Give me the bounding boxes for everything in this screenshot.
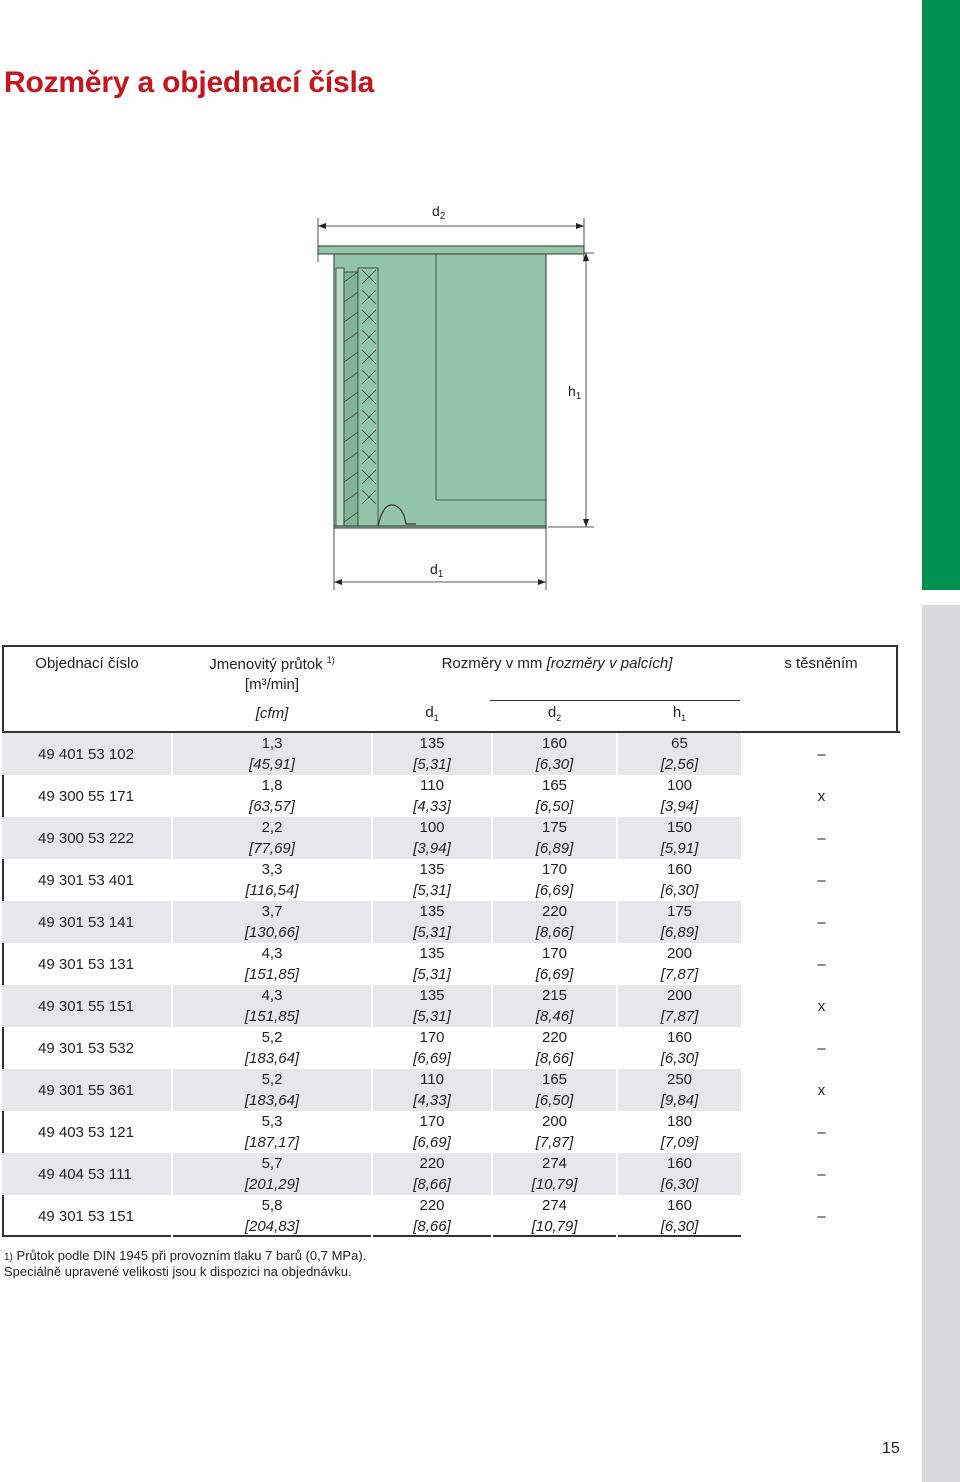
h1-cell: 160 [6,30] bbox=[617, 859, 742, 901]
table-row bbox=[2, 985, 900, 1027]
d2-cell: 220 [8,66] bbox=[492, 901, 617, 943]
order-number-cell: 49 301 55 361 bbox=[2, 1069, 172, 1111]
d2-cell: 215 [8,46] bbox=[492, 985, 617, 1027]
order-number-cell: 49 301 53 401 bbox=[38, 871, 134, 889]
d1-cell: 170 [6,69] bbox=[372, 1027, 492, 1069]
order-number-cell: 49 301 53 151 bbox=[38, 1207, 134, 1225]
seal-cell: – bbox=[742, 1027, 900, 1069]
col-dims-header: Rozměry v mm [rozměry v palcích] bbox=[441, 655, 673, 672]
seal-cell: – bbox=[742, 1111, 900, 1153]
table-row bbox=[2, 943, 900, 985]
flow-cell: 1,8 [63,57] bbox=[172, 775, 372, 817]
table-row bbox=[2, 817, 900, 859]
flow-cell: 4,3 [151,85] bbox=[172, 985, 372, 1027]
flow-unit-cfm: [cfm] bbox=[172, 695, 372, 732]
order-number-cell: 49 404 53 111 bbox=[2, 1153, 172, 1195]
table-row bbox=[2, 1153, 900, 1195]
flow-cell: 3,3 [116,54] bbox=[172, 859, 372, 901]
flow-cell: 5,3 [187,17] bbox=[172, 1111, 372, 1153]
d1-cell: 100 [3,94] bbox=[372, 817, 492, 859]
d2-cell: 175 [6,89] bbox=[492, 817, 617, 859]
d2-cell: 165 [6,50] bbox=[492, 775, 617, 817]
page-title: Rozměry a objednací čísla bbox=[4, 66, 375, 99]
d1-cell: 110 [4,33] bbox=[372, 775, 492, 817]
flow-cell: 2,2 [77,69] bbox=[172, 817, 372, 859]
seal-cell: – bbox=[742, 817, 900, 859]
footnote-1: 1) Průtok podle DIN 1945 při provozním tlaku 7 barů (0,7 MPa). bbox=[4, 1248, 367, 1263]
table-row bbox=[2, 775, 900, 817]
seal-cell: – bbox=[742, 1153, 900, 1195]
spec-table bbox=[2, 645, 900, 1237]
header-row-2 bbox=[2, 674, 900, 695]
d2-cell: 170 [6,69] bbox=[492, 943, 617, 985]
d2-cell: 160 [6,30] bbox=[492, 732, 617, 775]
seal-cell: – bbox=[742, 732, 900, 775]
order-number-cell: 49 301 55 151 bbox=[2, 985, 172, 1027]
h1-cell: 200 [7,87] bbox=[617, 985, 742, 1027]
table-row bbox=[2, 901, 900, 943]
flow-unit: [m³/min] bbox=[244, 676, 300, 693]
h1-cell: 175 [6,89] bbox=[617, 901, 742, 943]
section-tab-grey bbox=[922, 605, 960, 1482]
h1-cell: 180 [7,09] bbox=[617, 1111, 742, 1153]
h1-cell: 200 [7,87] bbox=[617, 943, 742, 985]
d1-label: $d_1$ bbox=[430, 561, 444, 580]
dims-subheader-line bbox=[490, 700, 740, 701]
table-row bbox=[2, 1069, 900, 1111]
h1-cell: 160 [6,30] bbox=[617, 1153, 742, 1195]
footnote-2: Speciálně upravené velikosti jsou k dispozici na objednávku. bbox=[4, 1264, 352, 1279]
dimension-d1 bbox=[334, 528, 546, 590]
d1-cell: 135 [5,31] bbox=[372, 901, 492, 943]
d2-cell: 200 [7,87] bbox=[492, 1111, 617, 1153]
flow-cell: 5,2 [183,64] bbox=[172, 1027, 372, 1069]
d1-cell: 135 [5,31] bbox=[372, 732, 492, 775]
order-number-cell: 49 401 53 102 bbox=[2, 732, 172, 775]
seal-cell: x bbox=[742, 985, 900, 1027]
table-row bbox=[2, 859, 900, 901]
seal-cell: – bbox=[742, 859, 900, 901]
table-row bbox=[2, 1111, 900, 1153]
flow-cell: 4,3 [151,85] bbox=[172, 943, 372, 985]
flow-cell: 1,3 [45,91] bbox=[172, 732, 372, 775]
col-seal-header: s těsněním bbox=[784, 655, 858, 672]
h1-label: $h_1$ bbox=[568, 383, 582, 402]
order-number-cell: 49 301 53 131 bbox=[38, 955, 134, 973]
order-number-cell: 49 300 53 222 bbox=[2, 817, 172, 859]
header-row-3 bbox=[2, 695, 900, 732]
d1-cell: 220 [8,66] bbox=[372, 1195, 492, 1237]
table-row bbox=[2, 1195, 900, 1237]
h1-cell: 100 [3,94] bbox=[617, 775, 742, 817]
h1-cell: 65 [2,56] bbox=[617, 732, 742, 775]
d2-label: $d_2$ bbox=[432, 203, 446, 222]
dimension-h1 bbox=[548, 253, 594, 527]
order-number-cell: 49 301 53 141 bbox=[2, 901, 172, 943]
table-row bbox=[2, 732, 900, 775]
filter-element-diagram bbox=[0, 0, 960, 620]
d1-cell: 170 [6,69] bbox=[372, 1111, 492, 1153]
d2-cell: 220 [8,66] bbox=[492, 1027, 617, 1069]
flow-cell: 3,7 [130,66] bbox=[172, 901, 372, 943]
col-flow-header: Jmenovitý průtok $^{1)}$ bbox=[209, 654, 335, 673]
h1-cell: 160 [6,30] bbox=[617, 1195, 742, 1237]
order-number-cell: 49 403 53 121 bbox=[38, 1123, 134, 1141]
d2-cell: 165 [6,50] bbox=[492, 1069, 617, 1111]
d1-cell: 110 [4,33] bbox=[372, 1069, 492, 1111]
h1-cell: 250 [9,84] bbox=[617, 1069, 742, 1111]
seal-cell: – bbox=[742, 943, 900, 985]
page-number: 15 bbox=[882, 1440, 900, 1457]
d2-cell: 274 [10,79] bbox=[492, 1195, 617, 1237]
filter-body bbox=[318, 246, 584, 528]
d1-cell: 220 [8,66] bbox=[372, 1153, 492, 1195]
d1-cell: 135 [5,31] bbox=[372, 943, 492, 985]
seal-cell: x bbox=[742, 1069, 900, 1111]
col-h1-header: $h_1$ bbox=[617, 695, 742, 732]
col-d2-header: $d_2$ bbox=[492, 695, 617, 732]
footnote-ref: 1) bbox=[326, 654, 335, 665]
header-row-1 bbox=[2, 645, 900, 674]
d1-cell: 135 [5,31] bbox=[372, 985, 492, 1027]
d2-cell: 170 [6,69] bbox=[492, 859, 617, 901]
col-order-header: Objednací číslo bbox=[35, 655, 139, 672]
table-row bbox=[2, 1027, 900, 1069]
flow-cell: 5,2 [183,64] bbox=[172, 1069, 372, 1111]
col-d1-header: $d_1$ bbox=[372, 695, 492, 732]
d2-cell: 274 [10,79] bbox=[492, 1153, 617, 1195]
seal-cell: – bbox=[742, 1195, 900, 1237]
flow-cell: 5,7 [201,29] bbox=[172, 1153, 372, 1195]
d1-cell: 135 [5,31] bbox=[372, 859, 492, 901]
order-number-cell: 49 300 55 171 bbox=[38, 787, 134, 805]
flow-cell: 5,8 [204,83] bbox=[172, 1195, 372, 1237]
seal-cell: – bbox=[742, 901, 900, 943]
seal-cell: x bbox=[742, 775, 900, 817]
h1-cell: 160 [6,30] bbox=[617, 1027, 742, 1069]
order-number-cell: 49 301 53 532 bbox=[38, 1039, 134, 1057]
h1-cell: 150 [5,91] bbox=[617, 817, 742, 859]
